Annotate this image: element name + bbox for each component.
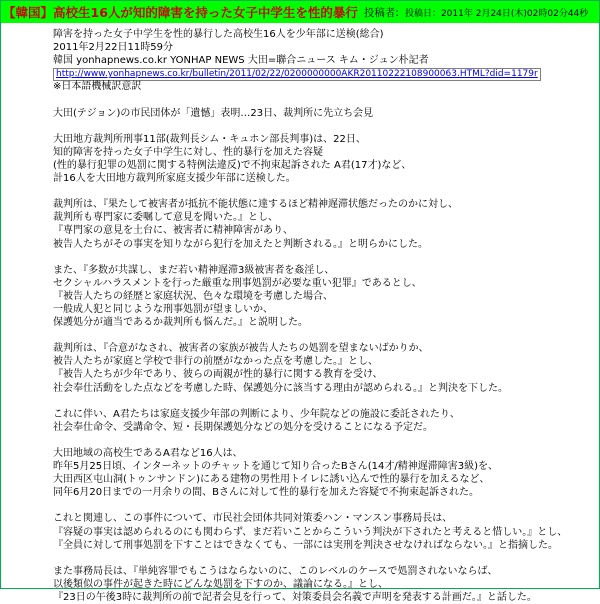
- article-paragraph: [53, 198, 593, 250]
- paragraph-line: 大田西区屯山洞(トゥンサンドン)にある建物の男性用トイレに誘い込んで性的暴行を加えるなど、: [53, 474, 490, 486]
- paragraph-line: 裁判所は、『果たして被害者が抵抗不能状態に達するほど精神遅滞状態だったのかに対し、: [53, 199, 458, 211]
- article-paragraph: [53, 565, 593, 604]
- paragraph-line: 『23日の午後3時に裁判所の前で記者会見を行って、対策委員会名義で声明を発表する計画だ。』と話した。: [53, 592, 537, 604]
- paragraph-line: 大田(テジョン)の市民団体が「遺憾」表明…23日、裁判所に先立ち会見: [53, 107, 374, 119]
- paragraph-line: 保護処分が適当であるか裁判所も悩んだ。』と説明した。: [53, 317, 308, 329]
- paragraph-line: 裁判所は、『合意がなされ、被害者の家族が被告人たちの処罰を望まないばかりか、: [53, 343, 429, 355]
- paragraph-line: これに伴い、A君たちは家庭支援少年部の判断により、少年院などの施設に委託されたり、: [53, 408, 460, 420]
- paragraph-line: 被告人たちがその事実を知りながら犯行を加えたと判断される。』と明らかにした。: [53, 238, 428, 250]
- article-paragraph: [53, 408, 593, 434]
- paragraph-line: 『被告人たちの経歴と家庭状況、色々な環境を考慮した場合、: [53, 290, 333, 302]
- paragraph-line: これと関連し、この事件について、市民社会団体共同対策委ハン・マンスン事務局長は、: [53, 513, 453, 525]
- post-header: [1, 1, 599, 23]
- paragraph-line: 『全員に対して刑事処罰を下すことはできなくても、一部には実刑を判決させなければならない。』と指摘した。: [53, 539, 558, 551]
- article-paragraph: [53, 512, 593, 551]
- paragraph-line: 社会奉仕活動をした点などを考慮した時、保護処分に該当する理由が認められる。』と判決を下した。: [53, 382, 508, 394]
- paragraph-line: また事務局長は、『単純容罪でもこうはならないのに、このレベルのケースで処罰されないならば、: [53, 565, 498, 577]
- paragraph-line: 以後類似の事件が起きた時にどんな処罰を下すのか、議論になる。』とし、: [53, 578, 388, 590]
- paragraph-line: 『容疑の事実は認められるのにも関わらず、まだ若いことからこういう判決が下されたと考えると惜しい。』とし、: [53, 526, 568, 538]
- paragraph-line: (性的暴行犯罪の処罰に関する特例法違反)で不拘束起訴された A君(17才)など、: [53, 159, 412, 171]
- paragraph-line: 『被告人たちが少年であり、彼らの両親が性的暴行に関する教育を受け、: [53, 369, 383, 381]
- author-label: 投稿者:: [363, 6, 399, 19]
- source-link[interactable]: http://www.yonhapnews.co.kr/bulletin/2011/02/22/0200000000AKR20110222108900063.HTML?did=1179r: [53, 68, 541, 81]
- article-paragraph: [53, 264, 593, 329]
- article-paragraph: [53, 107, 593, 120]
- paragraph-line: 知的障害を持った女子中学生に対し、性的暴行を加えた容疑: [53, 146, 323, 158]
- paragraph-line: 同年6月20日までの一月余りの間、Bさんに対して性的暴行を加えた容疑で不拘束起訴された。: [53, 487, 479, 499]
- paragraph-line: 昨年5月25日頃、インターネットのチャットを通じて知り合ったBさん(14才/精神遅滞障害3級)を、: [53, 461, 499, 473]
- paragraph-line: 裁判所も専門家に委嘱して意見を聞いた。』とし、: [53, 212, 278, 224]
- translation-note: ※日本語機械訳意訳: [53, 81, 142, 93]
- article-paragraph: [53, 133, 593, 185]
- paragraph-line: 一般成人犯と同じような刑事処罰が望ましいか、: [53, 303, 273, 315]
- paragraph-line: 計16人を大田地方裁判所家庭支援少年部に送検した。: [53, 173, 296, 185]
- article-headline: 障害を持った女子中学生を性的暴行した高校生16人を少年部に送検(総合): [53, 29, 384, 40]
- post-body: [53, 28, 593, 604]
- paragraph-line: 被告人たちが家庭と学校で非行の前歴がなかった点を考慮した。』とし、: [53, 356, 378, 368]
- article-source: 韓国 yonhapnews.co.kr YONHAP NEWS 大田=聯合ニュース キム・ジュン朴記者: [53, 55, 429, 67]
- paragraph-line: また、『多数が共謀し、まだ若い精神遅滞3級被害者を姦淫し、: [53, 264, 335, 276]
- paragraph-line: セクシャルハラスメントを行った厳重な刑事処罰が必要な重い犯罪』であるとし、: [53, 277, 422, 289]
- article-paragraph: [53, 342, 593, 394]
- paragraph-line: 『専門家の意見を土台に、被害者に精神障害があり、: [53, 225, 293, 237]
- paragraph-line: 社会奉仕命令、受講命令、短・長期保護処分などの処分を受けることになる予定だ。: [53, 421, 433, 433]
- post-date: 投稿日：2011年 2月24日(木)02時02分44秒: [404, 8, 589, 19]
- article-paragraph: [53, 447, 593, 499]
- post-title: 【韓国】高校生16人が知的障害を持った女子中学生を性的暴行: [3, 5, 358, 20]
- article-date: 2011年2月22日11時59分: [53, 42, 173, 54]
- paragraph-line: 大田地方裁判所刑事11部(裁判長シム・キュホン部長判事)は、22日、: [53, 133, 366, 145]
- paragraph-line: 大田地域の高校生であるA君など16人は、: [53, 448, 243, 459]
